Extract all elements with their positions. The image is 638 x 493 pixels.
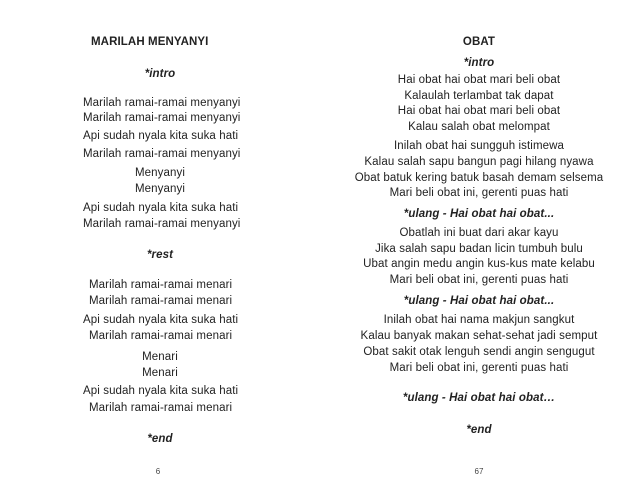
lyric-line: Api sudah nyala kita suka hati xyxy=(83,202,239,214)
lyric-line: Inilah obat hai sungguh istimewa xyxy=(393,140,565,152)
lyric-line: Obatlah ini buat dari akar kayu xyxy=(399,227,559,239)
lyric-line: Marilah ramai-ramai menari xyxy=(89,402,233,414)
song-title: OBAT xyxy=(462,36,496,48)
repeat-marker: *ulang - Hai obat hai obat... xyxy=(403,295,555,307)
lyric-line: Menyanyi xyxy=(134,183,186,195)
lyric-line: Api sudah nyala kita suka hati xyxy=(83,385,239,397)
lyric-line: Kalau salah obat melompat xyxy=(408,121,550,133)
song-title: MARILAH MENYANYI xyxy=(91,36,209,48)
lyric-line: Menari xyxy=(142,367,178,379)
lyric-line: Api sudah nyala kita suka hati xyxy=(83,130,239,142)
lyric-line: Marilah ramai-ramai menari xyxy=(89,330,233,342)
lyric-line: Mari beli obat ini, gerenti puas hati xyxy=(389,274,569,286)
end-marker: *end xyxy=(147,433,173,445)
lyric-line: Obat sakit otak lenguh sendi angin sengugut xyxy=(363,346,595,358)
lyric-line: Menyanyi xyxy=(134,167,186,179)
page-number: 67 xyxy=(474,467,484,476)
end-marker: *end xyxy=(466,424,492,436)
intro-marker: *intro xyxy=(463,57,495,69)
lyric-line: Menari xyxy=(142,351,178,363)
lyric-line: Marilah ramai-ramai menyanyi xyxy=(83,112,241,124)
repeat-marker: *ulang - Hai obat hai obat... xyxy=(403,208,555,220)
lyric-line: Mari beli obat ini, gerenti puas hati xyxy=(389,187,569,199)
lyric-line: Marilah ramai-ramai menari xyxy=(89,295,233,307)
lyric-line: Marilah ramai-ramai menyanyi xyxy=(83,218,241,230)
lyric-line: Inilah obat hai nama makjun sangkut xyxy=(383,314,575,326)
intro-marker: *intro xyxy=(144,68,176,80)
lyric-line: Kalaulah terlambat tak dapat xyxy=(404,90,554,102)
lyric-line: Mari beli obat ini, gerenti puas hati xyxy=(389,362,569,374)
right-page xyxy=(319,0,638,493)
lyric-line: Api sudah nyala kita suka hati xyxy=(83,314,239,326)
rest-marker: *rest xyxy=(146,249,174,261)
lyric-line: Obat batuk kering batuk basah demam selsema xyxy=(354,172,604,184)
lyric-line: Marilah ramai-ramai menyanyi xyxy=(83,148,241,160)
page-number: 6 xyxy=(155,467,161,476)
lyric-line: Marilah ramai-ramai menyanyi xyxy=(83,97,241,109)
lyric-line: Hai obat hai obat mari beli obat xyxy=(397,74,561,86)
lyric-line: Ubat angin medu angin kus-kus mate kelabu xyxy=(363,258,595,270)
repeat-marker: *ulang - Hai obat hai obat… xyxy=(402,392,556,404)
lyric-line: Jika salah sapu badan licin tumbuh bulu xyxy=(375,243,583,255)
lyric-line: Kalau salah sapu bangun pagi hilang nyawa xyxy=(364,156,594,168)
lyric-line: Hai obat hai obat mari beli obat xyxy=(397,105,561,117)
lyric-line: Kalau banyak makan sehat-sehat jadi semput xyxy=(360,330,598,342)
lyric-line: Marilah ramai-ramai menari xyxy=(89,279,233,291)
